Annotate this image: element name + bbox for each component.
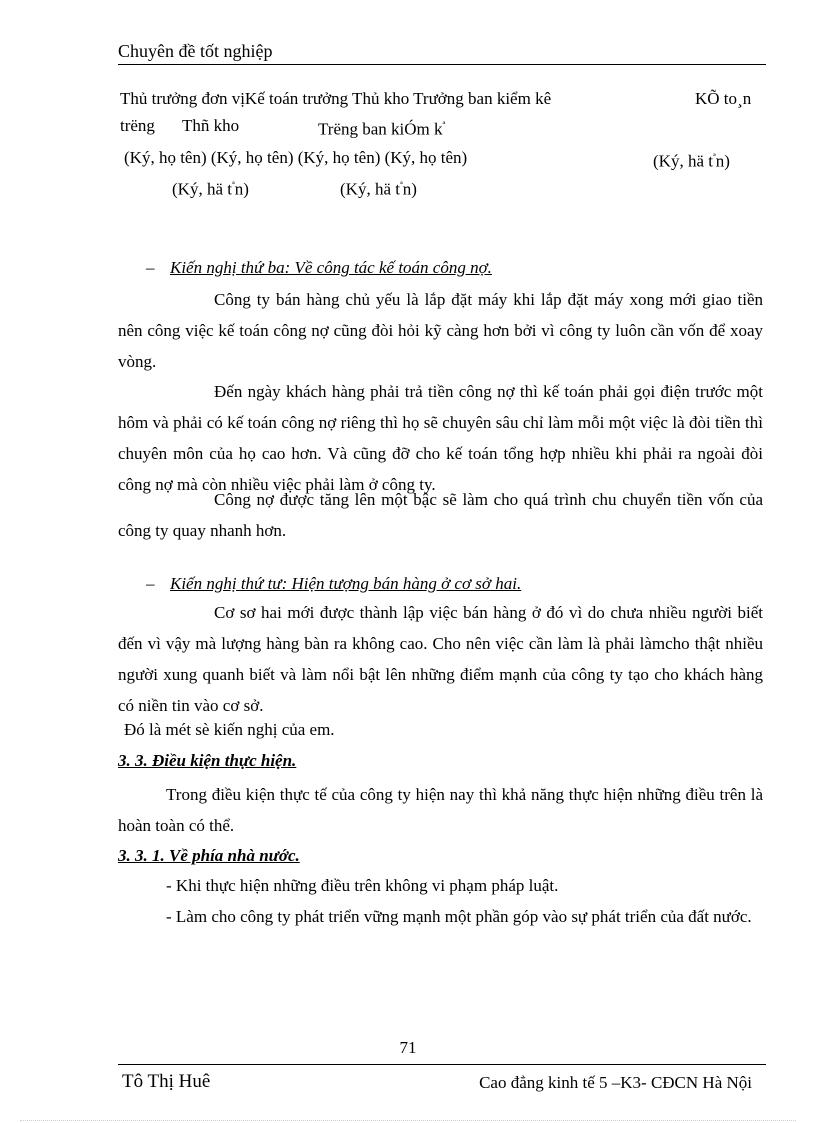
signature-name-accountant: (Ký, hä $t^ªn$) — [653, 151, 730, 171]
bullet-dash: – — [146, 574, 155, 593]
signature-title-cont-2: Thñ kho — [182, 116, 240, 135]
footer-divider — [118, 1064, 766, 1065]
recommendation-4-heading: – Kiến nghị thứ tư: Hiện tượng bán hàng ở cơ sở hai. — [146, 574, 522, 593]
section-3-3-1-item-2: - Làm cho công ty phát triển vững mạnh một phần góp vào sự phát triển của đất nước. — [166, 907, 752, 926]
closing-sentence: Đó là mét sè kiến nghị của em. — [124, 720, 335, 739]
recommendation-4-paragraph: Cơ sơ hai mới được thành lập việc bán hàng ở đó vì do chưa nhiều người biết đến vì vậy mà lượng hàng bàn ra không cao. Cho nên việc cần làm là phải làmcho thật nhiều người xung quanh biết và làm nổi bật lên những điểm mạnh của công ty tạo cho khách hàng có niền tin vào cơ sở. — [118, 603, 763, 715]
page-bottom-edge — [20, 1120, 796, 1121]
signature-names-row: (Ký, họ tên) (Ký, họ tên) (Ký, họ tên) (Ký, họ tên) — [124, 148, 468, 167]
recommendation-3-paragraph-2: Đến ngày khách hàng phải trả tiền công nợ thì kế toán phải gọi điện trước một hôm và phải có kế toán công nợ riêng thì họ sẽ chuyên sâu chỉ làm mỗi một việc là đòi tiền thì chuyên môn của họ cao hơn. Và cũng đỡ cho kế toán tổng hợp nhiều khi phải ra ngoài đòi công nợ mà còn nhiều việc phải làm ở công ty. — [118, 382, 763, 494]
bullet-dash: – — [146, 258, 155, 277]
recommendation-3-heading: – Kiến nghị thứ ba: Về công tác kế toán công nợ. — [146, 258, 492, 277]
footer-author: Tô Thị Huê — [122, 1071, 211, 1092]
recommendation-3-paragraph-1: Công ty bán hàng chủ yếu là lắp đặt máy khi lắp đặt máy xong mới giao tiền nên công việc kế toán công nợ cũng đòi hỏi kỹ càng hơn bởi vì công ty luôn cần vốn để xoay vòng. — [118, 290, 763, 371]
signature-title-accountant: KÕ to¸n — [695, 89, 752, 108]
signature-title-cont-1: trëng — [120, 116, 155, 135]
page-number: 71 — [399, 1038, 417, 1057]
signature-name-cont-2: (Ký, hä $t^ªn$) — [340, 179, 417, 199]
footer-school: Cao đẳng kinh tế 5 –K3- CĐCN Hà Nội — [479, 1073, 752, 1092]
page-header: Chuyên đề tốt nghiệp — [118, 40, 766, 65]
section-3-3-paragraph: Trong điều kiện thực tế của công ty hiện nay thì khả năng thực hiện những điều trên là hoàn toàn có thể. — [118, 785, 763, 835]
section-3-3-title: 3. 3. Điều kiện thực hiện. — [118, 751, 297, 770]
signature-title-cont-3: Trëng ban kiÓm $k^ª$ — [318, 119, 446, 139]
section-3-3-1-title: 3. 3. 1. Về phía nhà nước. — [118, 846, 300, 865]
section-3-3-1-item-1: - Khi thực hiện những điều trên không vi phạm pháp luật. — [166, 876, 559, 895]
signature-name-cont-1: (Ký, hä $t^ªn$) — [172, 179, 249, 199]
recommendation-3-paragraph-3: Công nợ được tăng lên một bậc sẽ làm cho quá trình chu chuyển tiền vốn của công ty quay nhanh hơn. — [118, 490, 763, 540]
signature-titles-row: Thủ trưởng đơn vịKế toán trưởng Thủ kho Trưởng ban kiểm kê — [120, 89, 552, 108]
